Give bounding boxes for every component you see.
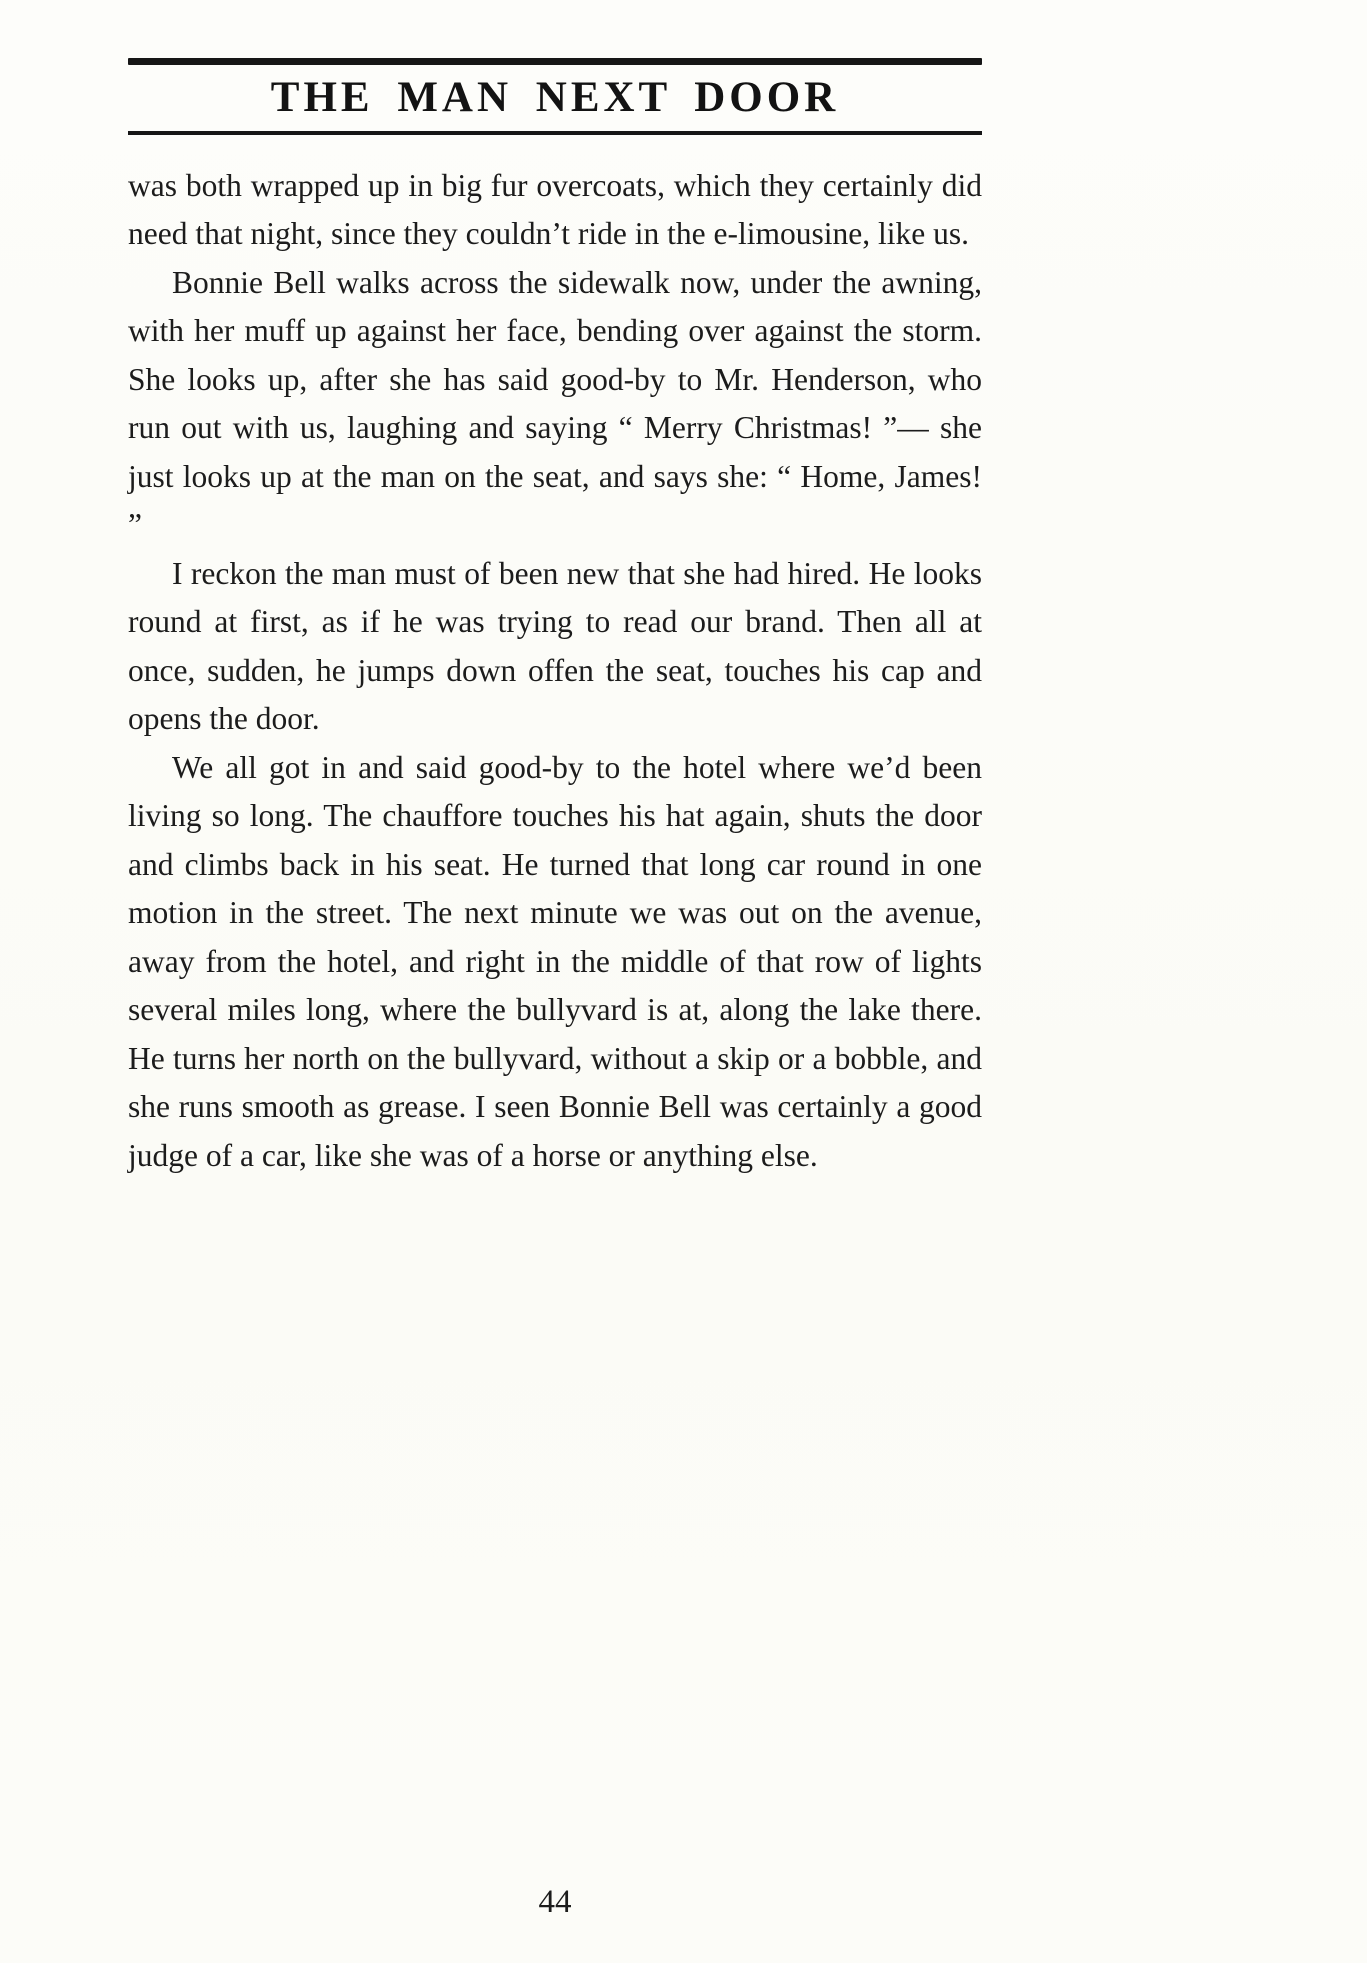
page-number: 44	[538, 1884, 572, 1920]
paragraph: Bonnie Bell walks across the sidewalk now, under the awning, with her muff up against her face, bending over against the storm. She looks up, after she has said good-by to Mr. Henderson, who run out with us, laughing and saying “ Merry Christmas! ”— she just looks up at the man on the seat, and says she: “ Home, James! ”	[128, 264, 982, 543]
header-rule-bottom	[128, 131, 982, 135]
paragraph: I reckon the man must of been new that she had hired. He looks round at first, as if he was trying to read our brand. Then all at once, sudden, he jumps down offen the seat, touches his cap and opens the door.	[128, 555, 982, 737]
header-rule-top	[128, 58, 982, 65]
text-column	[128, 58, 982, 1180]
paragraph: was both wrapped up in big fur overcoats, which they certainly did need that night, since they couldn’t ride in the e-limousine, like us.	[128, 167, 982, 252]
body-text	[128, 162, 982, 1181]
running-head-title: THE MAN NEXT DOOR	[270, 74, 840, 121]
paragraph: We all got in and said good-by to the hotel where we’d been living so long. The chauffore touches his hat again, shuts the door and climbs back in his seat. He turned that long car round in one motion in the street. The next minute we was out on the avenue, away from the hotel, and right in the middle of that row of lights several miles long, where the bullyvard is at, along the lake there. He turns her north on the bullyvard, without a skip or a bobble, and she runs smooth as grease. I seen Bonnie Bell was certainly a good judge of a car, like she was of a horse or anything else.	[128, 749, 982, 1173]
